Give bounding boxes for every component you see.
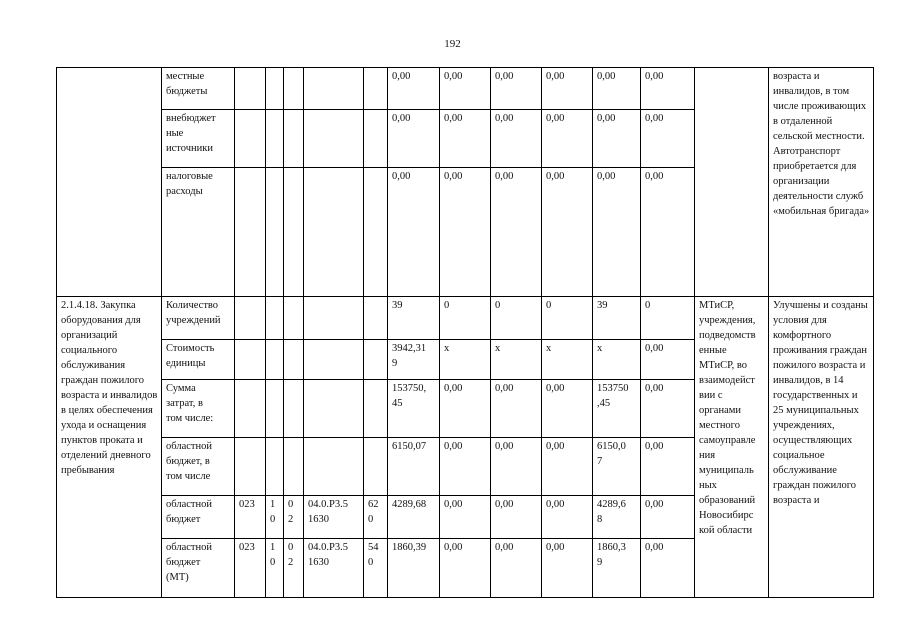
indicator-cell: Сумма затрат, в том числе: xyxy=(162,380,235,438)
csr-code: 04.0.Р3.5 1630 xyxy=(304,496,364,539)
indicator-cell: налоговые расходы xyxy=(162,168,235,297)
value-cell: 0,00 xyxy=(542,68,593,110)
grbs-code: 023 xyxy=(235,496,266,539)
value-cell: 0,00 xyxy=(542,168,593,297)
csr-code xyxy=(304,340,364,380)
value-cell: 6150,07 xyxy=(388,438,440,496)
csr-code xyxy=(304,380,364,438)
rz-code xyxy=(266,297,284,340)
value-cell: x xyxy=(593,340,641,380)
value-cell: 0,00 xyxy=(440,438,491,496)
value-cell: x xyxy=(440,340,491,380)
indicator-cell: областной бюджет, в том числе xyxy=(162,438,235,496)
executor-cell-continued xyxy=(695,68,769,297)
value-cell: 0,00 xyxy=(491,168,542,297)
value-cell: 0,00 xyxy=(491,110,542,168)
vr-code xyxy=(364,340,388,380)
value-cell: 0,00 xyxy=(440,380,491,438)
grbs-code xyxy=(235,340,266,380)
value-cell: 0,00 xyxy=(491,380,542,438)
value-cell: 4289,68 xyxy=(388,496,440,539)
grbs-code: 023 xyxy=(235,539,266,598)
value-cell: 0,00 xyxy=(641,110,695,168)
value-cell: 0,00 xyxy=(388,168,440,297)
measure-name-cell: 2.1.4.18. Закупка оборудования для организаций социального обслуживания граждан пожилого возраста и инвалидов в целях обеспечения ухода и оснащения пунктов проката и отделений дневного пребывания xyxy=(57,297,162,598)
value-cell: 39 xyxy=(593,297,641,340)
value-cell: 0,00 xyxy=(641,380,695,438)
value-cell: 0,00 xyxy=(491,438,542,496)
table-row xyxy=(57,68,874,110)
value-cell: 0,00 xyxy=(641,168,695,297)
value-cell: 0,00 xyxy=(593,110,641,168)
pr-code: 0 2 xyxy=(284,539,304,598)
pr-code xyxy=(284,340,304,380)
value-cell: x xyxy=(491,340,542,380)
value-cell: 39 xyxy=(388,297,440,340)
value-cell: 0,00 xyxy=(542,110,593,168)
indicator-cell: Стоимость единицы xyxy=(162,340,235,380)
value-cell: 0,00 xyxy=(440,539,491,598)
value-cell: 1860,39 xyxy=(388,539,440,598)
rz-code xyxy=(266,438,284,496)
csr-code xyxy=(304,297,364,340)
rz-code: 1 0 xyxy=(266,539,284,598)
vr-code: 54 0 xyxy=(364,539,388,598)
pr-code xyxy=(284,438,304,496)
grbs-code xyxy=(235,297,266,340)
expected-result-cell: возраста и инвалидов, в том числе проживающих в отдаленной сельской местности. Автотранспорт приобретается для организации деятельности служб «мобильная бригада» xyxy=(769,68,874,297)
value-cell: 0,00 xyxy=(388,110,440,168)
value-cell: 0,00 xyxy=(440,168,491,297)
indicator-cell: местные бюджеты xyxy=(162,68,235,110)
value-cell: 0,00 xyxy=(641,438,695,496)
csr-code xyxy=(304,438,364,496)
value-cell: 0,00 xyxy=(593,68,641,110)
page-number: 192 xyxy=(444,38,461,50)
grbs-code xyxy=(235,438,266,496)
rz-code xyxy=(266,340,284,380)
pr-code: 0 2 xyxy=(284,496,304,539)
value-cell: 0 xyxy=(491,297,542,340)
value-cell: 0,00 xyxy=(440,110,491,168)
rz-code: 1 0 xyxy=(266,496,284,539)
pr-code xyxy=(284,380,304,438)
value-cell: 4289,6 8 xyxy=(593,496,641,539)
program-measures-table xyxy=(56,67,874,598)
value-cell: 0,00 xyxy=(491,496,542,539)
value-cell: 0,00 xyxy=(593,168,641,297)
value-cell: 6150,0 7 xyxy=(593,438,641,496)
indicator-cell: Количество учреждений xyxy=(162,297,235,340)
value-cell: 0,00 xyxy=(440,496,491,539)
value-cell: 0,00 xyxy=(491,68,542,110)
value-cell: 0,00 xyxy=(641,539,695,598)
pr-code xyxy=(284,297,304,340)
value-cell: 0,00 xyxy=(388,68,440,110)
vr-code xyxy=(364,297,388,340)
value-cell: 0 xyxy=(440,297,491,340)
value-cell: 0,00 xyxy=(491,539,542,598)
indicator-cell: областной бюджет (МТ) xyxy=(162,539,235,598)
value-cell: 1860,3 9 xyxy=(593,539,641,598)
indicator-cell: внебюджет ные источники xyxy=(162,110,235,168)
value-cell: 3942,31 9 xyxy=(388,340,440,380)
rz-code xyxy=(266,380,284,438)
value-cell: 0,00 xyxy=(542,539,593,598)
measure-cell-continued xyxy=(57,68,162,297)
value-cell: 0,00 xyxy=(542,496,593,539)
value-cell: 153750, 45 xyxy=(388,380,440,438)
value-cell: 0,00 xyxy=(542,438,593,496)
value-cell: 0,00 xyxy=(641,340,695,380)
value-cell: 0 xyxy=(542,297,593,340)
csr-code: 04.0.Р3.5 1630 xyxy=(304,539,364,598)
expected-result-cell: Улучшены и созданы условия для комфортного проживания граждан пожилого возраста и инвалидов, в 14 государственных и 25 муниципальных учреждениях, осуществляющих социальное обслуживание граждан пожилого возраста и xyxy=(769,297,874,598)
value-cell: 153750 ,45 xyxy=(593,380,641,438)
vr-code xyxy=(364,380,388,438)
table-row xyxy=(57,297,874,340)
grbs-code xyxy=(235,380,266,438)
value-cell: 0 xyxy=(641,297,695,340)
value-cell: 0,00 xyxy=(542,380,593,438)
executor-cell: МТиСР, учреждения, подведомств енные МТиСР, во взаимодейст вии с органами местного самоуправле ния муниципаль ных образований Новосибирс кой области xyxy=(695,297,769,598)
indicator-cell: областной бюджет xyxy=(162,496,235,539)
vr-code: 62 0 xyxy=(364,496,388,539)
vr-code xyxy=(364,438,388,496)
value-cell: 0,00 xyxy=(641,68,695,110)
value-cell: 0,00 xyxy=(440,68,491,110)
value-cell: x xyxy=(542,340,593,380)
value-cell: 0,00 xyxy=(641,496,695,539)
